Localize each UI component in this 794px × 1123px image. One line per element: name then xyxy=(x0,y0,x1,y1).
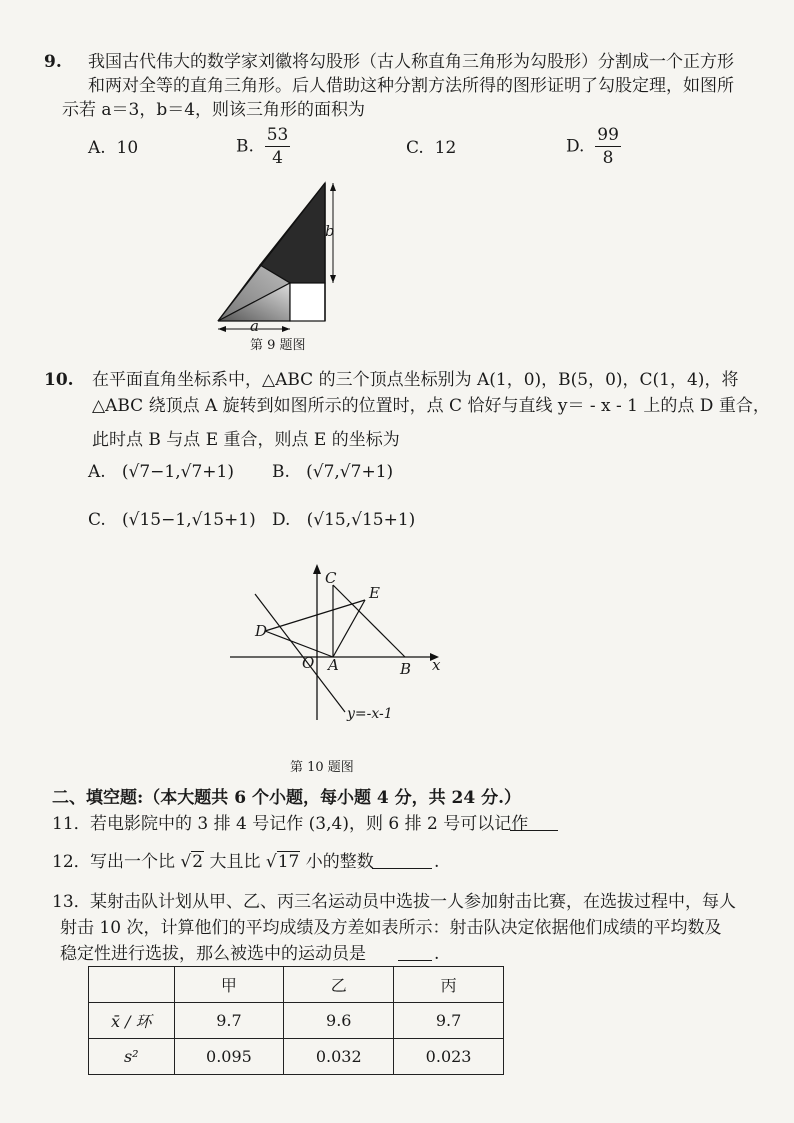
denominator: 8 xyxy=(602,148,614,168)
q10-label-c: C xyxy=(325,569,337,587)
q12-number: 12． xyxy=(52,852,91,872)
q10-option-c[interactable] xyxy=(88,510,256,530)
fraction xyxy=(265,124,291,169)
q13-score-table xyxy=(88,966,504,1075)
option-value: (√15−1,√15+1) xyxy=(122,510,256,530)
q10-caption: 第 10 题图 xyxy=(290,760,354,775)
q10-number: 10. xyxy=(44,370,74,390)
q10-label-d: D xyxy=(255,622,268,640)
q10-option-d[interactable] xyxy=(272,510,415,530)
q13-line1: 某射击队计划从甲、乙、丙三名运动员中选拔一人参加射击比赛，在选拔过程中，每人 xyxy=(90,892,736,912)
table-cell: 9.7 xyxy=(394,1003,504,1039)
radicand: 17 xyxy=(277,852,300,872)
option-label: A. xyxy=(88,138,106,158)
option-label: D. xyxy=(566,136,585,157)
q12-text-b: 大且比 xyxy=(209,852,261,872)
q12-text-a: 写出一个比 xyxy=(90,852,175,872)
table-cell: 9.7 xyxy=(174,1003,284,1039)
table-row xyxy=(89,1039,504,1075)
q13-line2: 射击 10 次，计算他们的平均成绩及方差如表所示：射击队决定依据他们成绩的平均数及 xyxy=(60,918,722,938)
q11-text: 若电影院中的 3 排 4 号记作 (3,4)，则 6 排 2 号可以记作 xyxy=(90,814,529,834)
option-label: C. xyxy=(88,510,106,530)
option-label: B. xyxy=(236,136,254,157)
q12-end: . xyxy=(434,852,440,872)
q10-label-e: E xyxy=(369,584,380,602)
table-cell: 乙 xyxy=(284,967,394,1003)
q13-end: . xyxy=(434,944,440,964)
q9-label-b: b xyxy=(325,222,335,240)
q10-label-a: A xyxy=(328,656,339,674)
q11-answer-blank[interactable] xyxy=(510,830,558,831)
table-cell: s² xyxy=(89,1039,175,1075)
q9-option-a[interactable] xyxy=(88,138,138,158)
option-value: 10 xyxy=(116,138,139,158)
table-cell xyxy=(89,967,175,1003)
q10-line1: 在平面直角坐标系中，△ABC 的三个顶点坐标别为 A(1，0)，B(5，0)，C(1，4)，将 xyxy=(92,370,739,390)
option-label: B. xyxy=(272,462,290,482)
q10-option-a[interactable] xyxy=(88,462,234,482)
q9-caption: 第 9 题图 xyxy=(250,338,306,353)
fraction xyxy=(595,124,621,169)
q10-label-x: x xyxy=(432,656,441,674)
option-value: 12 xyxy=(434,138,457,158)
option-value: (√7,√7+1) xyxy=(306,462,394,482)
section-header: 二、填空题:（本大题共 6 个小题，每小题 4 分，共 24 分.） xyxy=(52,788,522,808)
sqrt-2: √2 xyxy=(180,852,204,872)
option-value: (√7−1,√7+1) xyxy=(121,462,234,482)
radicand: 2 xyxy=(192,852,204,872)
table-cell: 0.032 xyxy=(284,1039,394,1075)
q9-line2: 和两对全等的直角三角形。后人借助这种分割方法所得的图形证明了勾股定理，如图所 xyxy=(88,76,734,96)
table-cell: x̄ / 环 xyxy=(89,1003,175,1039)
table-cell: 甲 xyxy=(174,967,284,1003)
q10-line-label: y=-x-1 xyxy=(347,706,393,722)
q10-label-o: O xyxy=(302,654,315,672)
q9-option-d[interactable] xyxy=(566,124,621,169)
table-cell: 0.095 xyxy=(174,1039,284,1075)
q10-option-b[interactable] xyxy=(272,462,393,482)
q10-label-b: B xyxy=(400,660,412,678)
q13-answer-blank[interactable] xyxy=(398,960,432,961)
option-label: D. xyxy=(272,510,291,530)
table-row xyxy=(89,967,504,1003)
sqrt-17: √17 xyxy=(265,852,300,872)
table-cell: 丙 xyxy=(394,967,504,1003)
table-row xyxy=(89,1003,504,1039)
q9-label-a: a xyxy=(250,317,259,335)
q10-line2: △ABC 绕顶点 A 旋转到如图所示的位置时，点 C 恰好与直线 y＝ - x - 1 上的点 D 重合， xyxy=(92,396,770,416)
q13-line3: 稳定性进行选拔，那么被选中的运动员是 xyxy=(60,944,366,964)
q13-number: 13． xyxy=(52,892,91,912)
q10-figure xyxy=(225,560,455,725)
q9-option-b[interactable] xyxy=(236,124,290,169)
q9-option-c[interactable] xyxy=(406,138,456,158)
q12-question xyxy=(90,848,374,876)
q12-answer-blank[interactable] xyxy=(372,868,432,869)
numerator: 99 xyxy=(597,125,619,145)
table-cell: 9.6 xyxy=(284,1003,394,1039)
table-cell: 0.023 xyxy=(394,1039,504,1075)
q9-number: 9. xyxy=(44,52,62,72)
q10-line3: 此时点 B 与点 E 重合，则点 E 的坐标为 xyxy=(92,430,400,450)
q9-line3: 示若 a＝3，b＝4，则该三角形的面积为 xyxy=(62,100,366,120)
q12-text-c: 小的整数 xyxy=(305,852,374,872)
option-label: A. xyxy=(88,462,106,482)
numerator: 53 xyxy=(266,125,289,145)
q11-number: 11． xyxy=(52,814,91,834)
option-value: (√15,√15+1) xyxy=(306,510,416,530)
q9-figure xyxy=(200,175,350,335)
denominator: 4 xyxy=(272,148,283,168)
option-label: C. xyxy=(406,138,424,158)
q9-line1: 我国古代伟大的数学家刘徽将勾股形（古人称直角三角形为勾股形）分割成一个正方形 xyxy=(88,52,734,72)
